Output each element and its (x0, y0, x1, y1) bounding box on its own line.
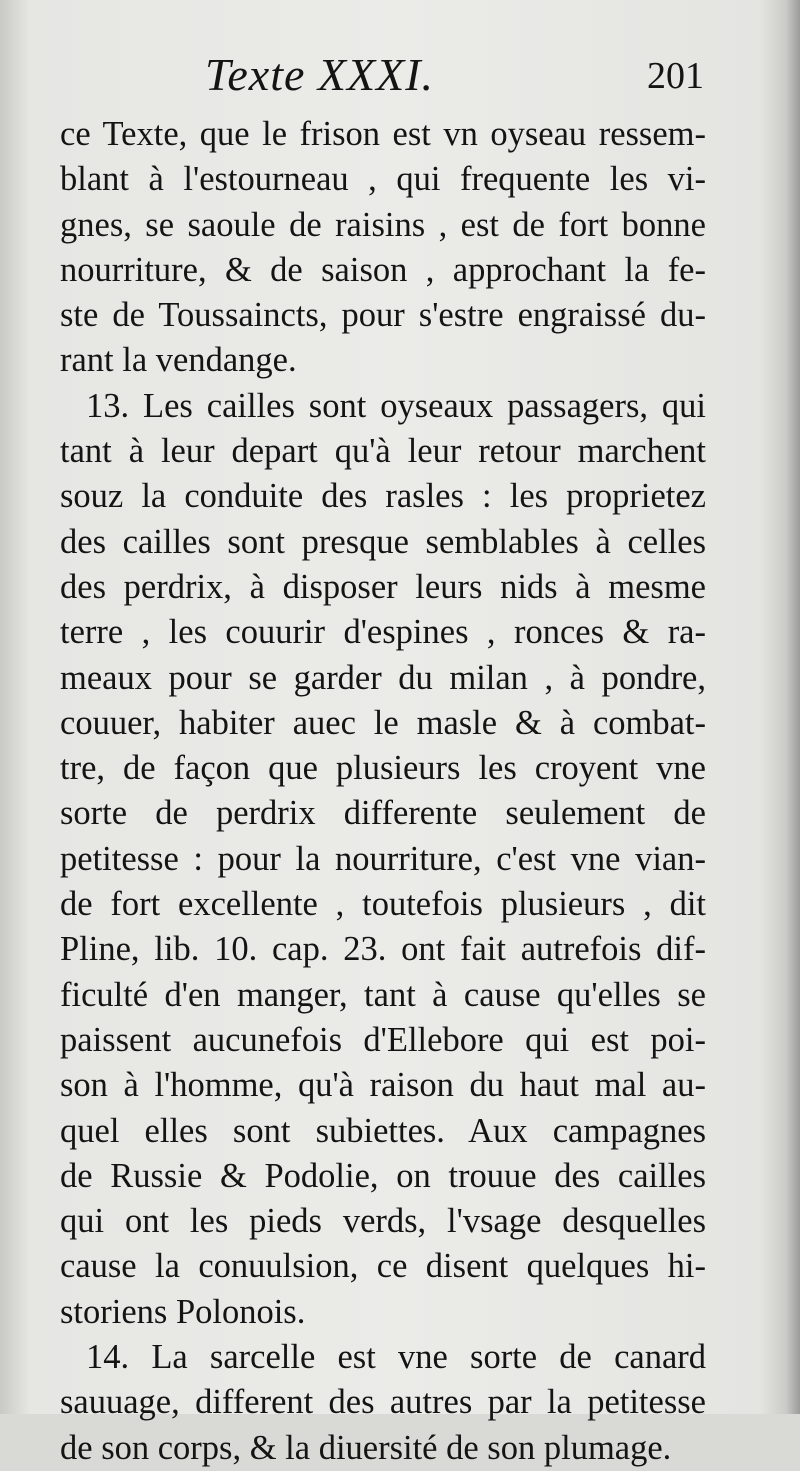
text-line: tre, de façon que plusieurs les croyent vne (60, 749, 706, 788)
text-line: petitesse : pour la nourriture, c'est vne vian- (60, 839, 706, 878)
text-line: sauuage, different des autres par la petitesse (60, 1383, 706, 1422)
text-line: ficulté d'en manger, tant à cause qu'elles se (60, 975, 706, 1014)
text-line: qui ont les pieds verds, l'vsage desquelles (60, 1202, 706, 1241)
text-line: rant la vendange. (60, 341, 297, 380)
text-line: couuer, habiter auec le masle & à combat- (60, 703, 706, 742)
page-edge-shadow (786, 0, 800, 1414)
text-line: gnes, se saoule de raisins , est de fort bonne (60, 205, 706, 244)
running-title: Texte XXXI. (205, 49, 435, 100)
page-number: 201 (647, 55, 704, 97)
text-line: sorte de perdrix differente seulement de (60, 794, 706, 833)
text-line: cause la conuulsion, ce disent quelques hi- (60, 1247, 706, 1286)
text-line: souz la conduite des rasles : les proprietez (60, 477, 706, 516)
text-line: terre , les couurir d'espines , ronces & ra- (60, 613, 706, 652)
text-line: de fort excellente , toutefois plusieurs , dit (60, 885, 706, 924)
paragraph-14-start: 14. La sarcelle est vne sorte de canard (86, 1338, 706, 1377)
text-line: son à l'homme, qu'à raison du haut mal au- (60, 1066, 706, 1105)
running-head (0, 48, 800, 112)
text-line: ce Texte, que le frison est vn oyseau ressem- (60, 115, 706, 153)
text-line: tant à leur depart qu'à leur retour marchent (60, 432, 706, 471)
text-line: de son corps, & la diuersité de son plumage. (60, 1428, 672, 1467)
text-line: Pline, lib. 10. cap. 23. ont fait autrefois dif- (60, 930, 706, 969)
text-line: quel elles sont subiettes. Aux campagnes (60, 1111, 706, 1150)
text-line: nourriture, & de saison , approchant la fe- (60, 250, 706, 289)
text-line: des perdrix, à disposer leurs nids à mesme (60, 567, 706, 606)
paragraph-13-start: 13. Les cailles sont oyseaux passagers, qui (86, 386, 706, 425)
text-line: paissent aucunefois d'Ellebore qui est poi- (60, 1020, 706, 1059)
body-text (60, 112, 706, 1471)
text-line: des cailles sont presque semblables à celles (60, 522, 706, 561)
text-line: ste de Toussaincts, pour s'estre engraissé du- (60, 296, 706, 335)
text-line: meaux pour se garder du milan , à pondre, (60, 658, 706, 697)
text-line: de Russie & Podolie, on trouue des cailles (60, 1156, 706, 1195)
text-line: storiens Polonois. (60, 1292, 306, 1331)
text-line: blant à l'estourneau , qui frequente les vi- (60, 160, 706, 199)
